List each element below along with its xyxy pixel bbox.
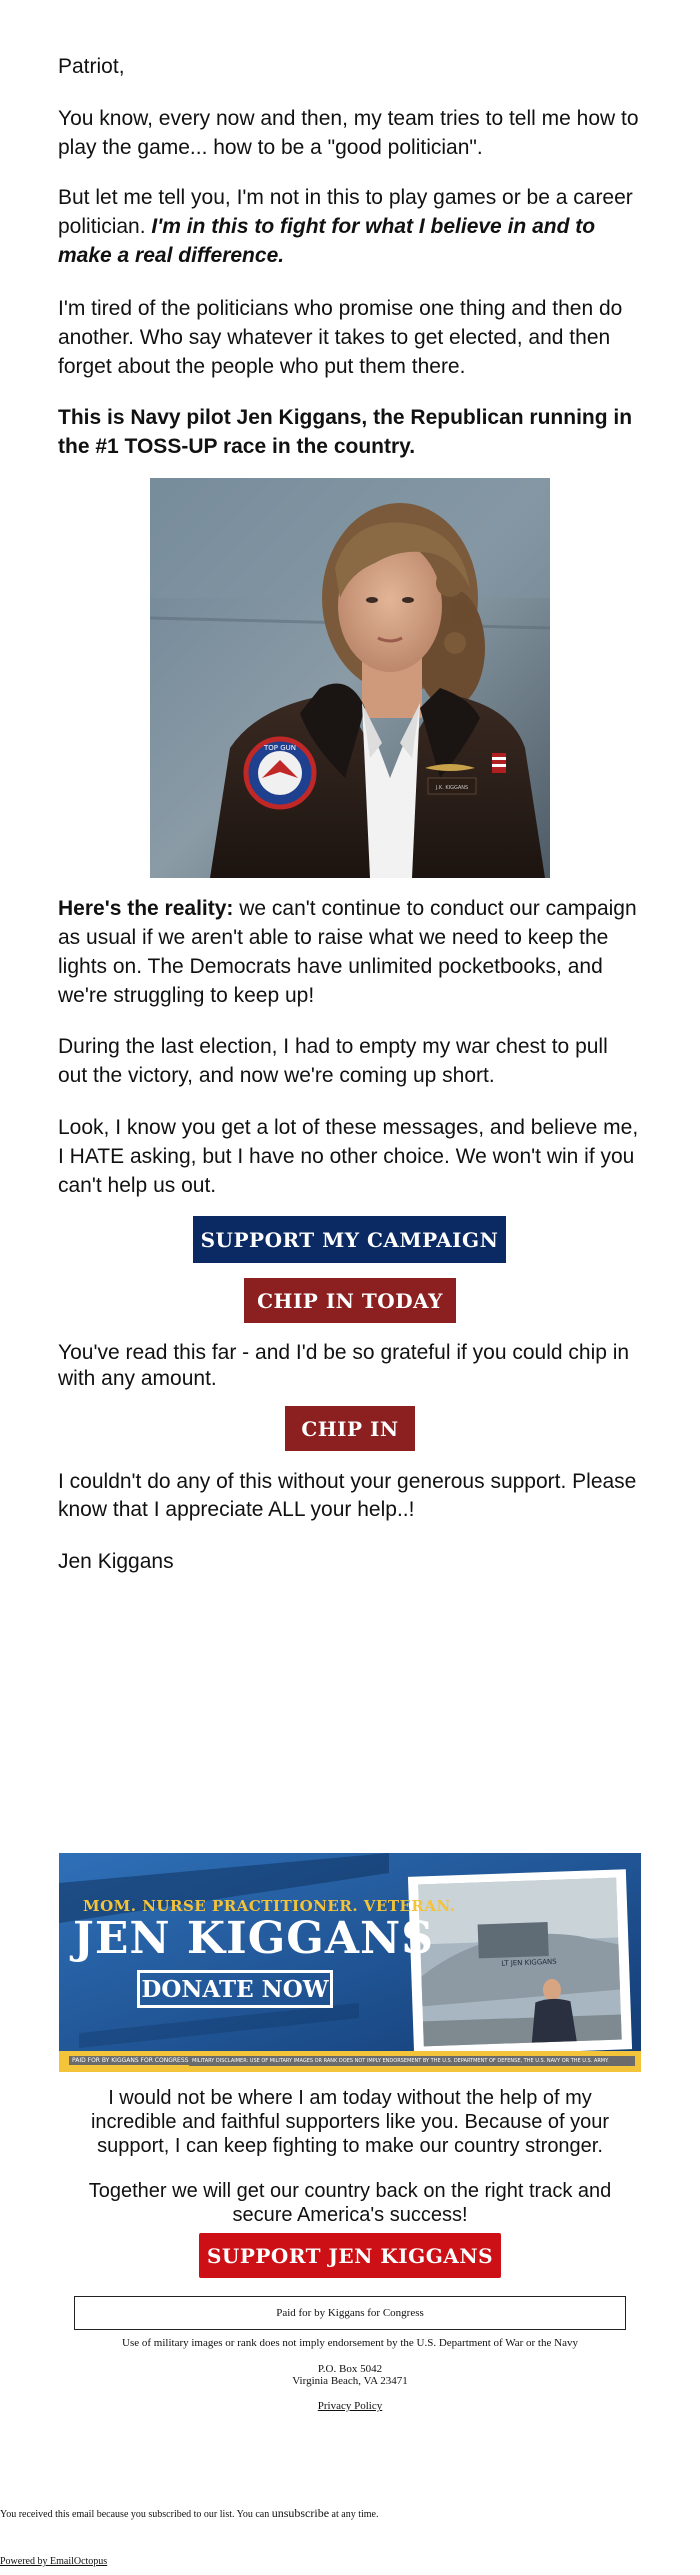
banner-tagline: MOM. NURSE PRACTITIONER. VETERAN. bbox=[83, 1897, 456, 1915]
military-notice: Use of military images or rank does not imply endorsement by the U.S. Department of War or the Navy bbox=[122, 2337, 578, 2349]
powered-row bbox=[0, 2556, 107, 2567]
unsubscribe-link[interactable]: unsubscribe bbox=[271, 2506, 330, 2520]
banner-name: JEN KIGGANS bbox=[73, 1913, 435, 1964]
paragraph-generous-support: I couldn't do any of this without your generous support. Please know that I appreciate ALL your help..! bbox=[58, 1470, 637, 1521]
banner-donate-now-button[interactable]: DONATE NOW bbox=[137, 1970, 333, 2008]
paragraph-last-election: During the last election, I had to empty my war chest to pull out the victory, and now we're coming up short. bbox=[58, 1035, 608, 1087]
footer-notice bbox=[0, 2506, 378, 2521]
city-address: Virginia Beach, VA 23471 bbox=[292, 2375, 408, 2387]
paragraph-read-this-far: You've read this far - and I'd be so grateful if you could chip in with any amount. bbox=[58, 1341, 630, 1390]
paragraph-tired-of-politicians: I'm tired of the politicians who promise one thing and then do another. Who say whatever it takes to get elected, and then forget about the people who put them there. bbox=[58, 297, 623, 378]
banner-paid-for: PAID FOR BY KIGGANS FOR CONGRESS bbox=[69, 2056, 191, 2065]
plane-name-tag: LT JEN KIGGANS bbox=[501, 1957, 557, 1968]
patch-text: TOP GUN bbox=[263, 744, 297, 752]
paragraph-hate-asking: Look, I know you get a lot of these messages, and believe me, I HATE asking, but I have no other choice. We won't win if you can't help us out. bbox=[58, 1116, 639, 1197]
paragraph-reality bbox=[58, 894, 642, 1010]
candidate-photo bbox=[150, 478, 550, 878]
support-my-campaign-button[interactable]: SUPPORT MY CAMPAIGN bbox=[193, 1216, 506, 1263]
paragraph-navy-pilot: This is Navy pilot Jen Kiggans, the Republican running in the #1 TOSS-UP race in the country. bbox=[58, 406, 633, 458]
paid-for-box: Paid for by Kiggans for Congress bbox=[74, 2296, 626, 2330]
donate-banner[interactable] bbox=[59, 1853, 641, 2072]
privacy-row bbox=[0, 2400, 700, 2412]
paragraph-text: But let me tell you, I'm not in this to play games or be a career politician. bbox=[58, 186, 633, 238]
emphasis-text: I'm in this to fight for what I believe in and to make a real difference. bbox=[58, 215, 596, 267]
privacy-policy-link[interactable]: Privacy Policy bbox=[317, 2400, 383, 2412]
po-box: P.O. Box 5042 bbox=[317, 2363, 383, 2375]
reality-lead: Here's the reality: bbox=[58, 897, 234, 920]
signature: Jen Kiggans bbox=[58, 1550, 174, 1573]
chip-in-today-button[interactable]: CHIP IN TODAY bbox=[244, 1278, 456, 1323]
banner-disclaimer: MILITARY DISCLAIMER: USE OF MILITARY IMAGES OR RANK DOES NOT IMPLY ENDORSEMENT BY THE U.S. DEPARTMENT OF DEFENSE, THE U.S. NAVY OR THE U.S. ARMY. bbox=[189, 2056, 635, 2066]
reality-text: we can't continue to conduct our campaign as usual if we aren't able to raise what we need to keep the lights on. The Democrats have unlimited pocketbooks, and we're struggling to keep up! bbox=[58, 897, 637, 1007]
footer-end: at any time. bbox=[329, 2509, 379, 2520]
paragraph-not-playing-games bbox=[58, 183, 642, 270]
chip-in-button[interactable]: CHIP IN bbox=[285, 1406, 415, 1451]
support-jen-kiggans-button[interactable]: SUPPORT JEN KIGGANS bbox=[199, 2233, 501, 2278]
closing-paragraph-1: I would not be where I am today without the help of my incredible and faithful supporters like you. Because of your support, I can keep fighting to make our country stronger. bbox=[90, 2087, 610, 2157]
powered-by-link[interactable]: Powered by EmailOctopus bbox=[0, 2556, 108, 2567]
footer-text: You received this email because you subscribed to our list. You can bbox=[0, 2509, 272, 2520]
name-tag-text: J.K. KIGGANS bbox=[435, 785, 469, 791]
paragraph-play-the-game: You know, every now and then, my team tries to tell me how to play the game... how to be a "good politician". bbox=[58, 107, 639, 159]
greeting: Patriot, bbox=[58, 55, 125, 78]
closing-paragraph-2: Together we will get our country back on the right track and secure America's success! bbox=[88, 2180, 612, 2226]
